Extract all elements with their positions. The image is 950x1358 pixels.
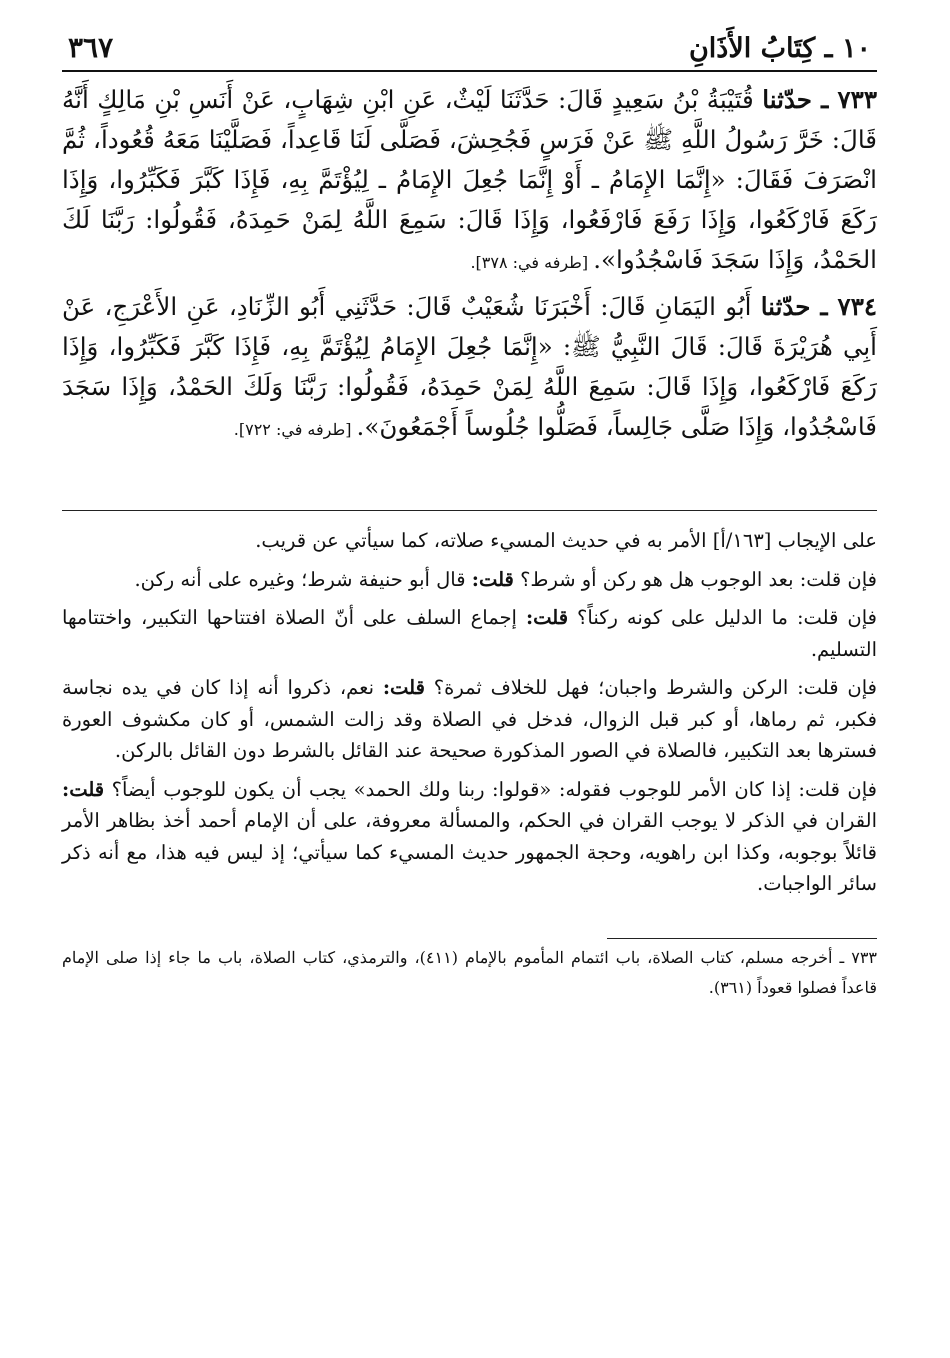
hadith-number: ٧٣٤ ـ حدّثنا [760, 292, 878, 321]
page-number: ٣٦٧ [68, 31, 114, 64]
page-header [62, 28, 877, 72]
section-divider [62, 510, 877, 511]
hadith-reference: [طرفه في: ٧٢٢]. [233, 420, 357, 439]
commentary-paragraph [62, 602, 877, 665]
footnote: ٧٣٣ ـ أخرجه مسلم، كتاب الصلاة، باب ائتمام المأموم بالإمام (٤١١)، والترمذي، كتاب الصلاة، باب ما جاء إذا صلى الإمام قاعداً فصلوا قعوداً (٣٦١). [62, 947, 877, 997]
commentary-paragraph [62, 774, 877, 900]
commentary [62, 525, 877, 900]
answer-marker: قلت: [471, 567, 514, 591]
answer-marker: قلت: [382, 676, 425, 699]
chapter-title: ١٠ ـ كِتَابُ الأَذَانِ [688, 33, 871, 64]
hadith-number: ٧٣٣ ـ حدّثنا [762, 85, 877, 114]
commentary-answer: القران في الذكر لا يوجب القران في الحكم، والمسألة معروفة، على أن الإمام أحمد أخذ بظاهر الأمر قائلاً بوجوبه، وكذا ابن راهويه، وحجة الجمهور حديث المسيء كما سيأتي؛ إذ ليس فيه هذا، مع أنه ذكر سائر الواجبات. [62, 809, 877, 895]
hadith-reference: [طرفه في: ٣٧٨]. [470, 253, 594, 272]
commentary-question: فإن قلت: الركن والشرط واجبان؛ فهل للخلاف ثمرة؟ [424, 676, 877, 699]
hadith-text: قُتَيْبَةُ بْنُ سَعِيدٍ قَالَ: حَدَّثَنَا لَيْثٌ، عَنِ ابْنِ شِهَابٍ، عَنْ أَنَسِ بْنِ مَالِكٍ أَنَّهُ قَالَ: خَرَّ رَسُولُ اللَّهِ ﷺ عَنْ فَرَسٍ فَجُحِشَ، فَصَلَّى لَنَا قَاعِداً، فَصَلَّيْنَا مَعَهُ قُعُوداً، ثُمَّ انْصَرَفَ فَقَالَ: «إِنَّمَا الإِمَامُ ـ أَوْ إِنَّمَا جُعِلَ الإِمَامُ ـ لِيُؤْتَمَّ بِهِ، فَإِذَا كَبَّرَ فَكَبِّرُوا، وَإِذَا رَكَعَ فَارْكَعُوا، وَإِذَا رَفَعَ فَارْفَعُوا، وَإِذَا قَالَ: سَمِعَ اللَّهُ لِمَنْ حَمِدَهُ، فَقُولُوا: رَبَّنَا لَكَ الحَمْدُ، وَإِذَا سَجَدَ فَاسْجُدُوا». [62, 85, 877, 274]
commentary-answer: إجماع السلف على أنّ الصلاة افتتاحها التكبير، واختتامها التسليم. [62, 606, 877, 661]
commentary-paragraph [62, 525, 877, 557]
commentary-answer: نعم، ذكروا أنه إذا كان في يده نجاسة فكبر، ثم رماها، أو كبر قبل الزوال، فدخل في الصلاة وقد زالت الشمس، أو كان مكشوف العورة فسترها بعد التكبير، فالصلاة في الصور المذكورة صحيحة عند القائل بالشرط دون القائل بالركن. [62, 676, 877, 762]
hadith-733 [62, 80, 877, 283]
answer-marker: قلت: [525, 606, 569, 629]
commentary-paragraph [62, 564, 877, 596]
hadith-734 [62, 287, 877, 450]
commentary-text: على الإيجاب [١٦٣/أ] الأمر به في حديث المسيء صلاته، كما سيأتي عن قريب. [255, 529, 877, 552]
commentary-answer: قال أبو حنيفة شرط؛ وغيره على أنه ركن. [134, 567, 472, 591]
commentary-question: فإن قلت: إذا كان الأمر للوجوب فقوله: «قولوا: ربنا ولك الحمد» يجب أن يكون للوجوب أيضاً؟ [104, 777, 877, 801]
commentary-paragraph [62, 672, 877, 767]
commentary-question: فإن قلت: ما الدليل على كونه ركناً؟ [568, 606, 877, 629]
book-page [62, 28, 877, 1318]
footnote-divider [607, 938, 877, 939]
answer-marker: قلت: [62, 777, 105, 801]
commentary-question: فإن قلت: بعد الوجوب هل هو ركن أو شرط؟ [513, 567, 877, 591]
hadith-text: أَبُو اليَمَانِ قَالَ: أَخْبَرَنَا شُعَيْبٌ قَالَ: حَدَّثَنِي أَبُو الزِّنَادِ، عَنِ الأَعْرَجِ، عَنْ أَبِي هُرَيْرَةَ قَالَ: قَالَ النَّبِيُّ ﷺ: «إِنَّمَا جُعِلَ الإِمَامُ لِيُؤْتَمَّ بِهِ، فَإِذَا كَبَّرَ فَكَبِّرُوا، وَإِذَا رَكَعَ فَارْكَعُوا، وَإِذَا قَالَ: سَمِعَ اللَّهُ لِمَنْ حَمِدَهُ، فَقُولُوا: رَبَّنَا وَلَكَ الحَمْدُ، وَإِذَا سَجَدَ فَاسْجُدُوا، وَإِذَا صَلَّى جَالِساً، فَصَلُّوا جُلُوساً أَجْمَعُونَ». [62, 292, 877, 441]
